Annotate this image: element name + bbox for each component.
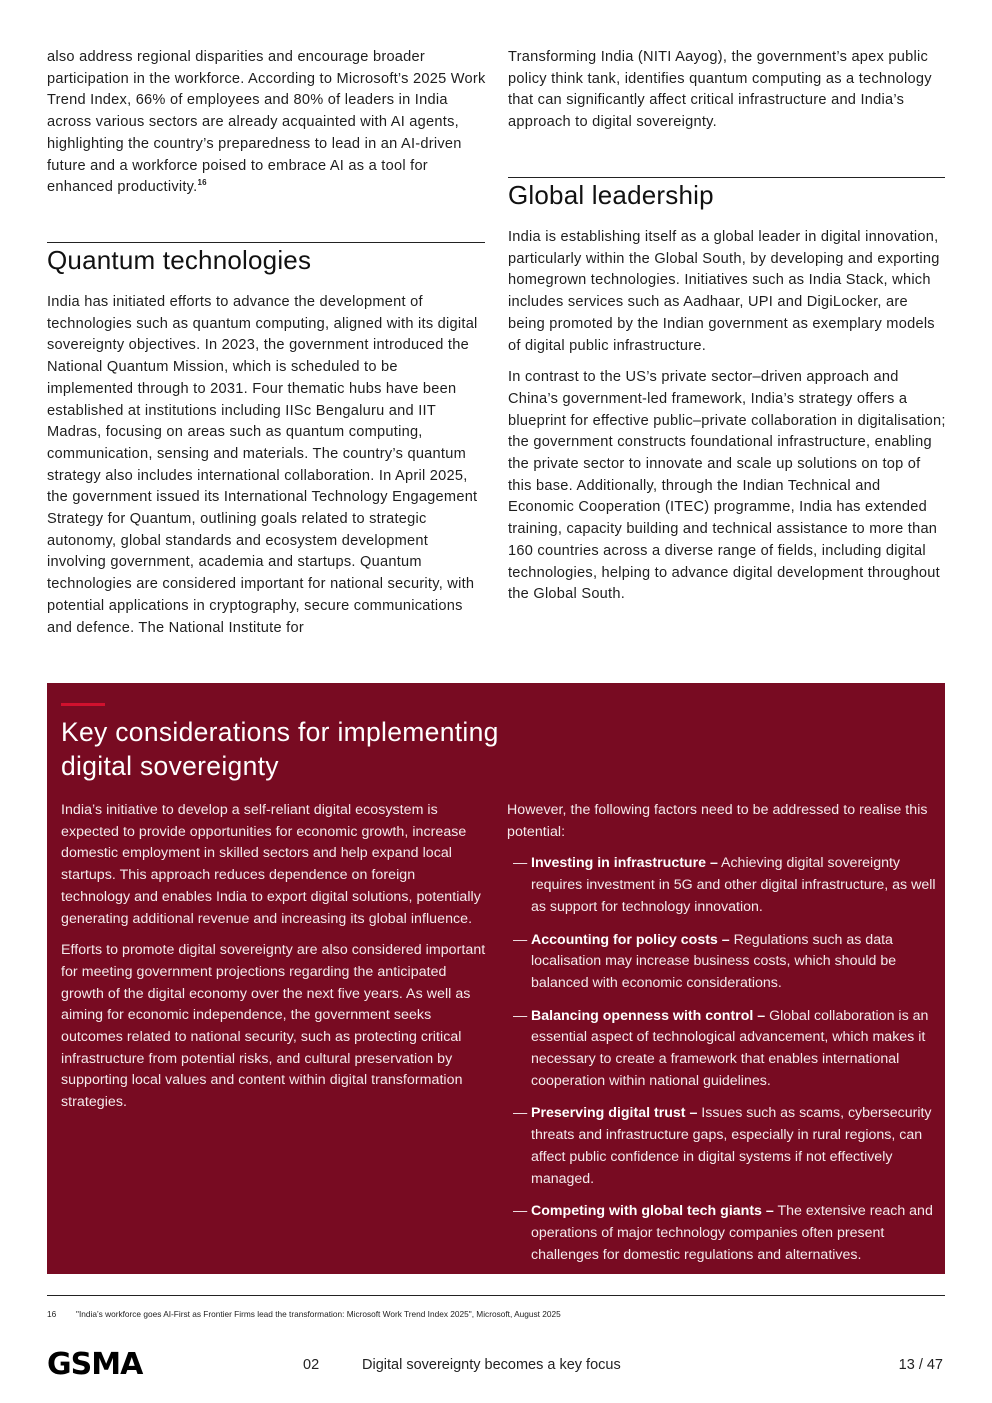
factor-title: Preserving digital trust – [531,1105,698,1122]
factor-text: Regulations such as data localisation may increase business costs, which should be balanced with economic considerations. [531,931,897,991]
page-footer [47,1347,945,1382]
accent-bar [61,703,105,706]
section-heading-global: Global leadership [508,180,714,210]
dash-bullet-icon: — [513,1007,528,1024]
footnote-number: 16 [47,1309,57,1319]
factor-text: The extensive reach and operations of major technology companies often present challenges for domestic regulations and alternatives. [531,1203,933,1263]
left-column [47,47,487,199]
factor-title: Competing with global tech giants – [531,1203,774,1220]
dash-bullet-icon: — [513,855,528,872]
factor-item [507,1006,937,1093]
callout-title: Key considerations for implementing digital sovereignty [61,717,499,781]
factors-list [507,853,937,1266]
factor-item [507,1103,937,1190]
dash-bullet-icon: — [513,931,528,948]
global-section-body [508,227,948,606]
factor-title: Investing in infrastructure – [531,855,718,872]
footnote [47,1309,561,1319]
dash-bullet-icon: — [513,1203,528,1220]
section-divider-global [508,177,945,178]
page-indicator: 13 / 47 [898,1357,943,1373]
global-paragraph-2: In contrast to the US’s private sector–driven approach and China’s government-led framework, India’s strategy offers a blueprint for effective public–private collaboration in digitalisation; the government constructs foundational infrastructure, enabling the private sector to innovate and scale up solutions on top of this base. Additionally, through the Indian Technical and Economic Cooperation (ITEC) programme, India has extended training, capacity building and technical assistance to more than 160 countries across a diverse range of fields, including digital technologies, helping to advance digital development throughout the Global South. [508,369,946,603]
footnote-divider [47,1295,945,1296]
footnote-text: "India’s workforce goes AI-First as Frontier Firms lead the transformation: Microsoft Work Trend Index 2025", Microsoft, August 2025 [76,1309,561,1319]
factor-item [507,930,937,995]
intro-paragraph-text: also address regional disparities and encourage broader participation in the workforce. According to Microsoft’s 2025 Work Trend Index, 66% of employees and 80% of leaders in India across various sectors are already acquainted with AI agents, highlighting the country’s preparedness to lead in an AI-driven future and a workforce poised to embrace AI as a tool for enhanced productivity. [47,49,486,196]
callout-right-column [507,800,937,1277]
key-considerations-callout [47,683,945,1274]
factor-item [507,853,937,918]
global-paragraph-1: India is establishing itself as a global leader in digital innovation, particularly within the Global South, by developing and exporting homegrown technologies. Initiatives such as India Stack, which includes services such as Aadhaar, UPI and DigiLocker, are being promoted by the Indian government as exemplary models of digital public infrastructure. [508,229,940,354]
callout-intro: However, the following factors need to be addressed to realise this potential: [507,802,928,840]
callout-left-column [61,800,486,1114]
chapter-number[interactable]: 02 [303,1357,320,1373]
factor-text: Global collaboration is an essential aspect of technological advancement, which makes it necessary to create a framework that enables international cooperation within national guidelines. [531,1007,929,1089]
niti-paragraph: Transforming India (NITI Aayog), the government’s apex public policy think tank, identifies quantum computing as a technology that can significantly affect critical infrastructure and India’s approach to digital sovereignty. [508,49,932,131]
factor-text: Issues such as scams, cybersecurity threats and infrastructure gaps, especially in rural regions, can affect public confidence in digital systems if not effectively managed. [531,1105,932,1187]
callout-paragraph-1: India’s initiative to develop a self-reliant digital ecosystem is expected to provide opportunities for economic growth, increase domestic employment in skilled sectors and help expand local startups. This approach reduces dependence on foreign technology and enables India to export digital solutions, potentially generating additional revenue and increasing its global influence. [61,802,481,927]
callout-paragraph-2: Efforts to promote digital sovereignty are also considered important for meeting government projections regarding the anticipated growth of the digital economy over the next five years. As well as aiming for economic independence, the government seeks outcomes related to national security, such as protecting critical infrastructure from potential risks, and cultural preservation by supporting local values and content within digital transformation strategies. [61,942,486,1111]
chapter-title-link[interactable]: Digital sovereignty becomes a key focus [362,1357,621,1373]
factor-title: Accounting for policy costs – [531,931,730,948]
dash-bullet-icon: — [513,1105,528,1122]
section-divider-quantum [47,242,485,243]
intro-paragraph [47,47,487,199]
factor-title: Balancing openness with control – [531,1007,766,1024]
factor-item [507,1201,937,1266]
quantum-section-body [47,292,487,639]
right-column [508,47,948,134]
footnote-ref[interactable]: 16 [197,178,207,188]
factor-text: Achieving digital sovereignty requires investment in 5G and other digital infrastructure, as well as support for technology innovation. [531,855,936,915]
gsma-logo[interactable]: GSMA [47,1347,143,1382]
quantum-paragraph: India has initiated efforts to advance the development of technologies such as quantum computing, aligned with its digital sovereignty objectives. In 2023, the government introduced the National Quantum Mission, which is scheduled to be implemented through to 2031. Four thematic hubs have been established at institutions including IISc Bengaluru and IIT Madras, focusing on areas such as quantum computing, communication, sensing and materials. The country’s quantum strategy also includes international collaboration. In April 2025, the government issued its International Technology Engagement Strategy for Quantum, outlining goals related to strategic autonomy, global standards and ecosystem development involving government, academia and startups. Quantum technologies are considered important for national security, with potential applications in cryptography, secure communications and defence. The National Institute for [47,294,478,636]
section-heading-quantum: Quantum technologies [47,245,312,275]
